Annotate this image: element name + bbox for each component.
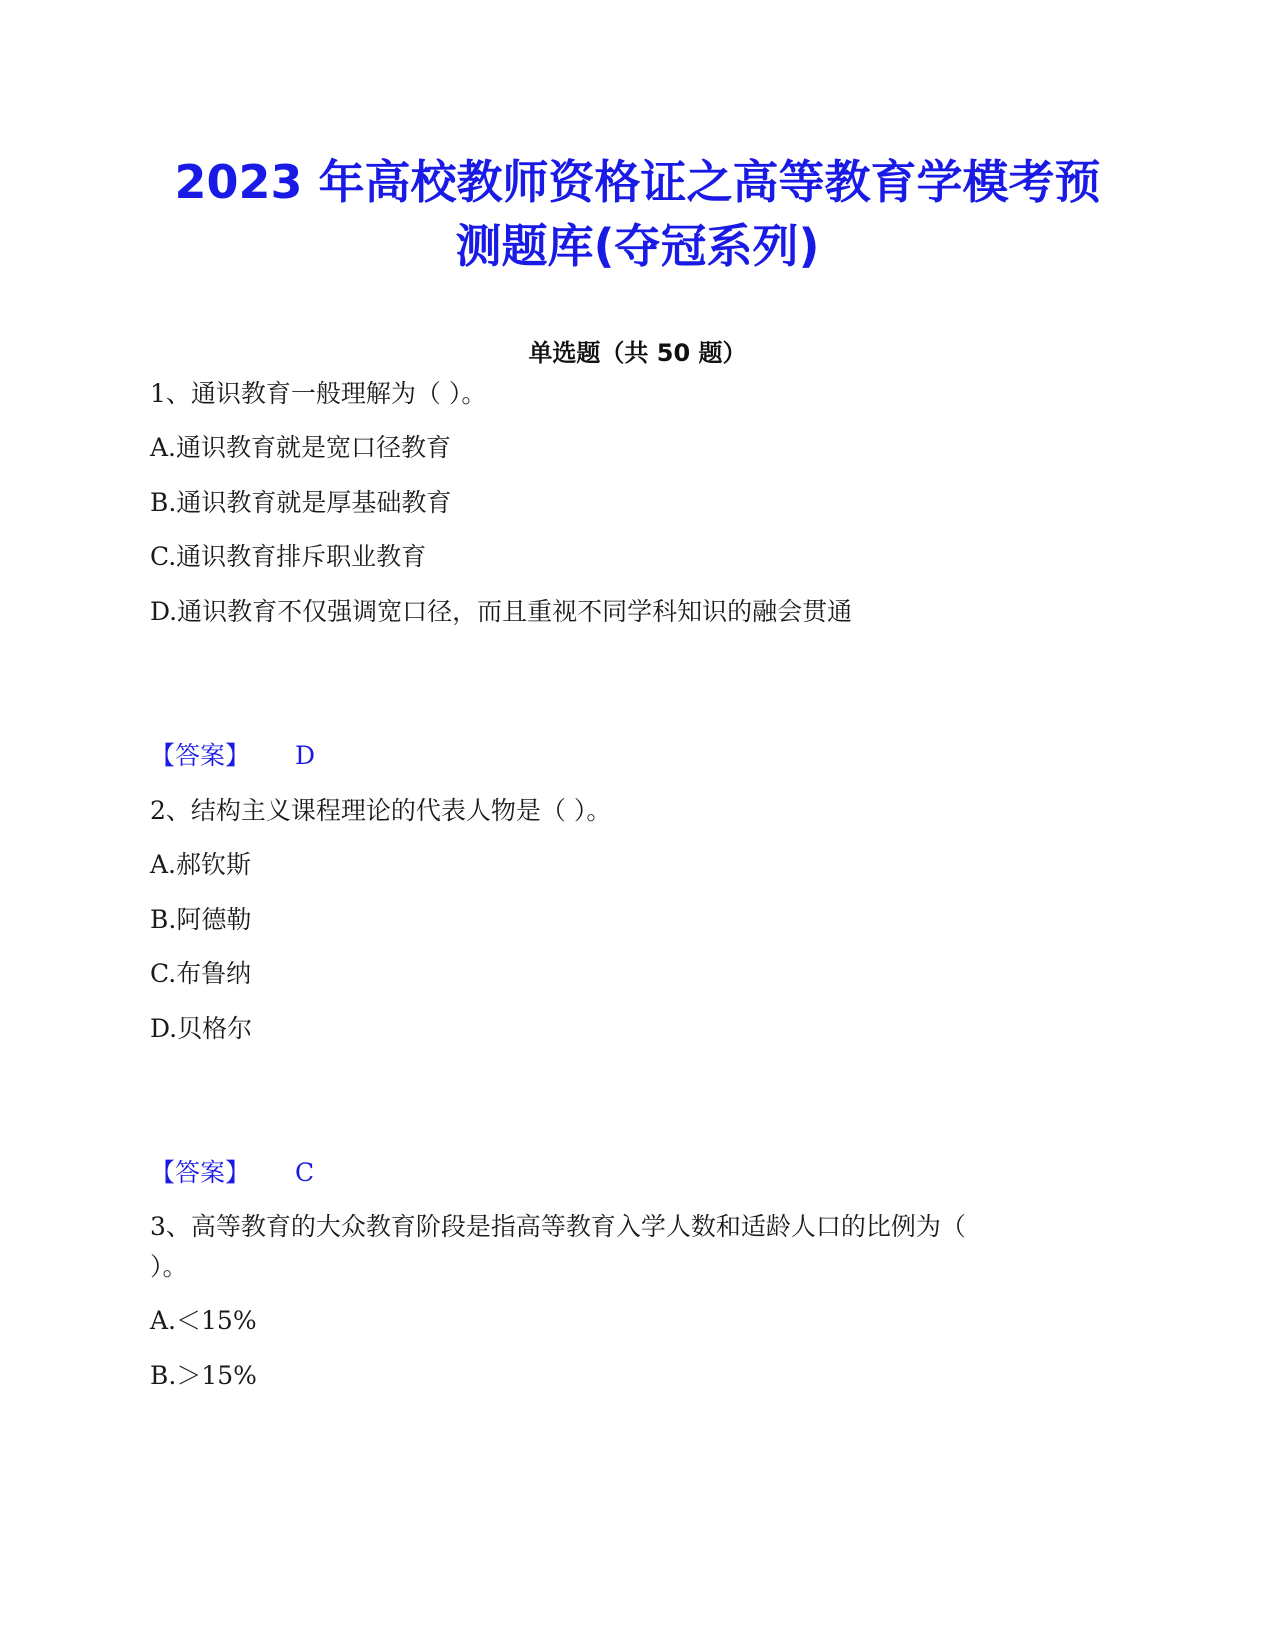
question-1-stem: 1、通识教育一般理解为（ ）。: [150, 379, 487, 408]
question-3-option-b: B.＞15%: [150, 1361, 257, 1390]
question-2-option-d: D.贝格尔: [150, 1014, 253, 1043]
title-line-2: 测题库(夺冠系列): [455, 219, 820, 273]
title-line-1: 2023 年高校教师资格证之高等教育学模考预: [174, 155, 1101, 209]
question-1-option-d: D.通识教育不仅强调宽口径，而且重视不同学科知识的融会贯通: [150, 597, 853, 626]
answer-value: C: [295, 1158, 315, 1187]
question-3-stem-line-1: 3、高等教育的大众教育阶段是指高等教育入学人数和适龄人口的比例为（: [150, 1212, 966, 1241]
answer-value: D: [295, 741, 316, 770]
answer-label: 【答案】: [150, 741, 251, 770]
answer-label: 【答案】: [150, 1158, 251, 1187]
question-2-option-a: A.郝钦斯: [150, 850, 252, 879]
question-3-option-a: A.＜15%: [150, 1306, 257, 1335]
question-1-option-b: B.通识教育就是厚基础教育: [150, 488, 452, 517]
question-2-stem: 2、结构主义课程理论的代表人物是（ ）。: [150, 796, 612, 825]
section-heading: 单选题（共 50 题）: [528, 339, 747, 367]
question-2-option-c: C.布鲁纳: [150, 959, 252, 988]
document-title: [120, 150, 1155, 278]
question-1-option-c: C.通识教育排斥职业教育: [150, 542, 427, 571]
question-2-option-b: B.阿德勒: [150, 905, 252, 934]
question-2-answer: [150, 1156, 314, 1190]
question-1-option-a: A.通识教育就是宽口径教育: [150, 433, 452, 462]
question-1-answer: [150, 739, 315, 773]
question-3-stem-line-2: ）。: [150, 1252, 188, 1281]
